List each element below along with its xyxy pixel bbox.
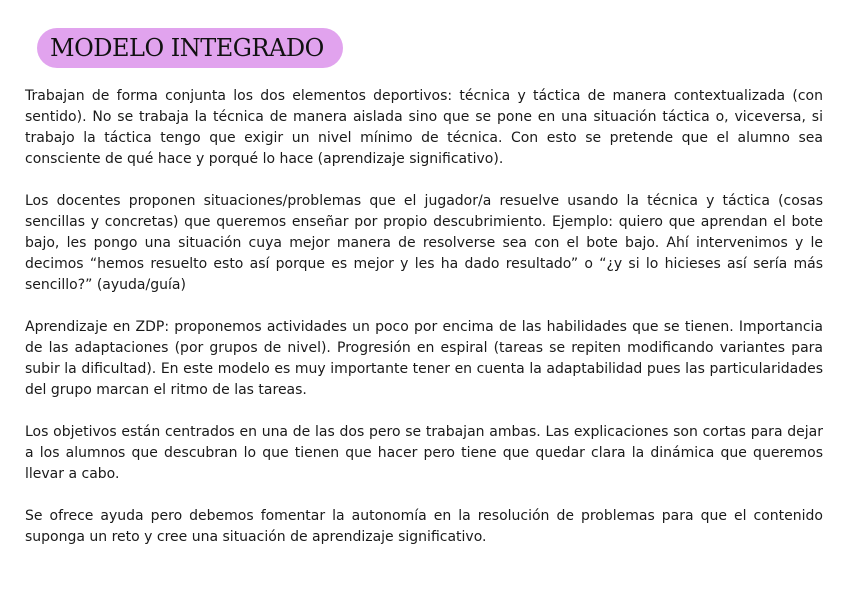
paragraph-objectives: Los objetivos están centrados en una de las dos pero se trabajan ambas. Las explicaciones son cortas para dejar a los alumnos que descubran lo que tienen que hacer pero tiene que quedar clara la dinámica que queremos llevar a cabo. <box>25 424 823 482</box>
paragraph-integrated-model-definition: Trabajan de forma conjunta los dos elementos deportivos: técnica y táctica de manera contextualizada (con sentido). No se trabaja la técnica de manera aislada sino que se pone en una situación táctica o, viceversa, si trabajo la táctica tengo que exigir un nivel mínimo de técnica. Con esto se pretende que el alumno sea consciente de qué hace y porqué lo hace (aprendizaje significativo). <box>25 88 823 167</box>
paragraph-zdp-learning: Aprendizaje en ZDP: proponemos actividades un poco por encima de las habilidades que se tienen. Importancia de las adaptaciones (por grupos de nivel). Progresión en espiral (tareas se repiten modificando variantes para subir la dificultad). En este modelo es muy importante tener en cuenta la adaptabilidad pues las particularidades del grupo marcan el ritmo de las tareas. <box>25 319 823 398</box>
document-body <box>25 86 823 569</box>
paragraph-autonomy: Se ofrece ayuda pero debemos fomentar la autonomía en la resolución de problemas para que el contenido suponga un reto y cree una situación de aprendizaje significativo. <box>25 508 823 545</box>
paragraph-teacher-role: Los docentes proponen situaciones/problemas que el jugador/a resuelve usando la técnica y táctica (cosas sencillas y concretas) que queremos enseñar por propio descubrimiento. Ejemplo: quiero que aprendan el bote bajo, les pongo una situación cuya mejor manera de resolverse sea con el bote bajo. Ahí intervenimos y le decimos “hemos resuelto esto así porque es mejor y les ha dado resultado” o “¿y si lo hicieses así sería más sencillo?” (ayuda/guía) <box>25 193 823 293</box>
page-title: MODELO INTEGRADO <box>50 34 324 62</box>
